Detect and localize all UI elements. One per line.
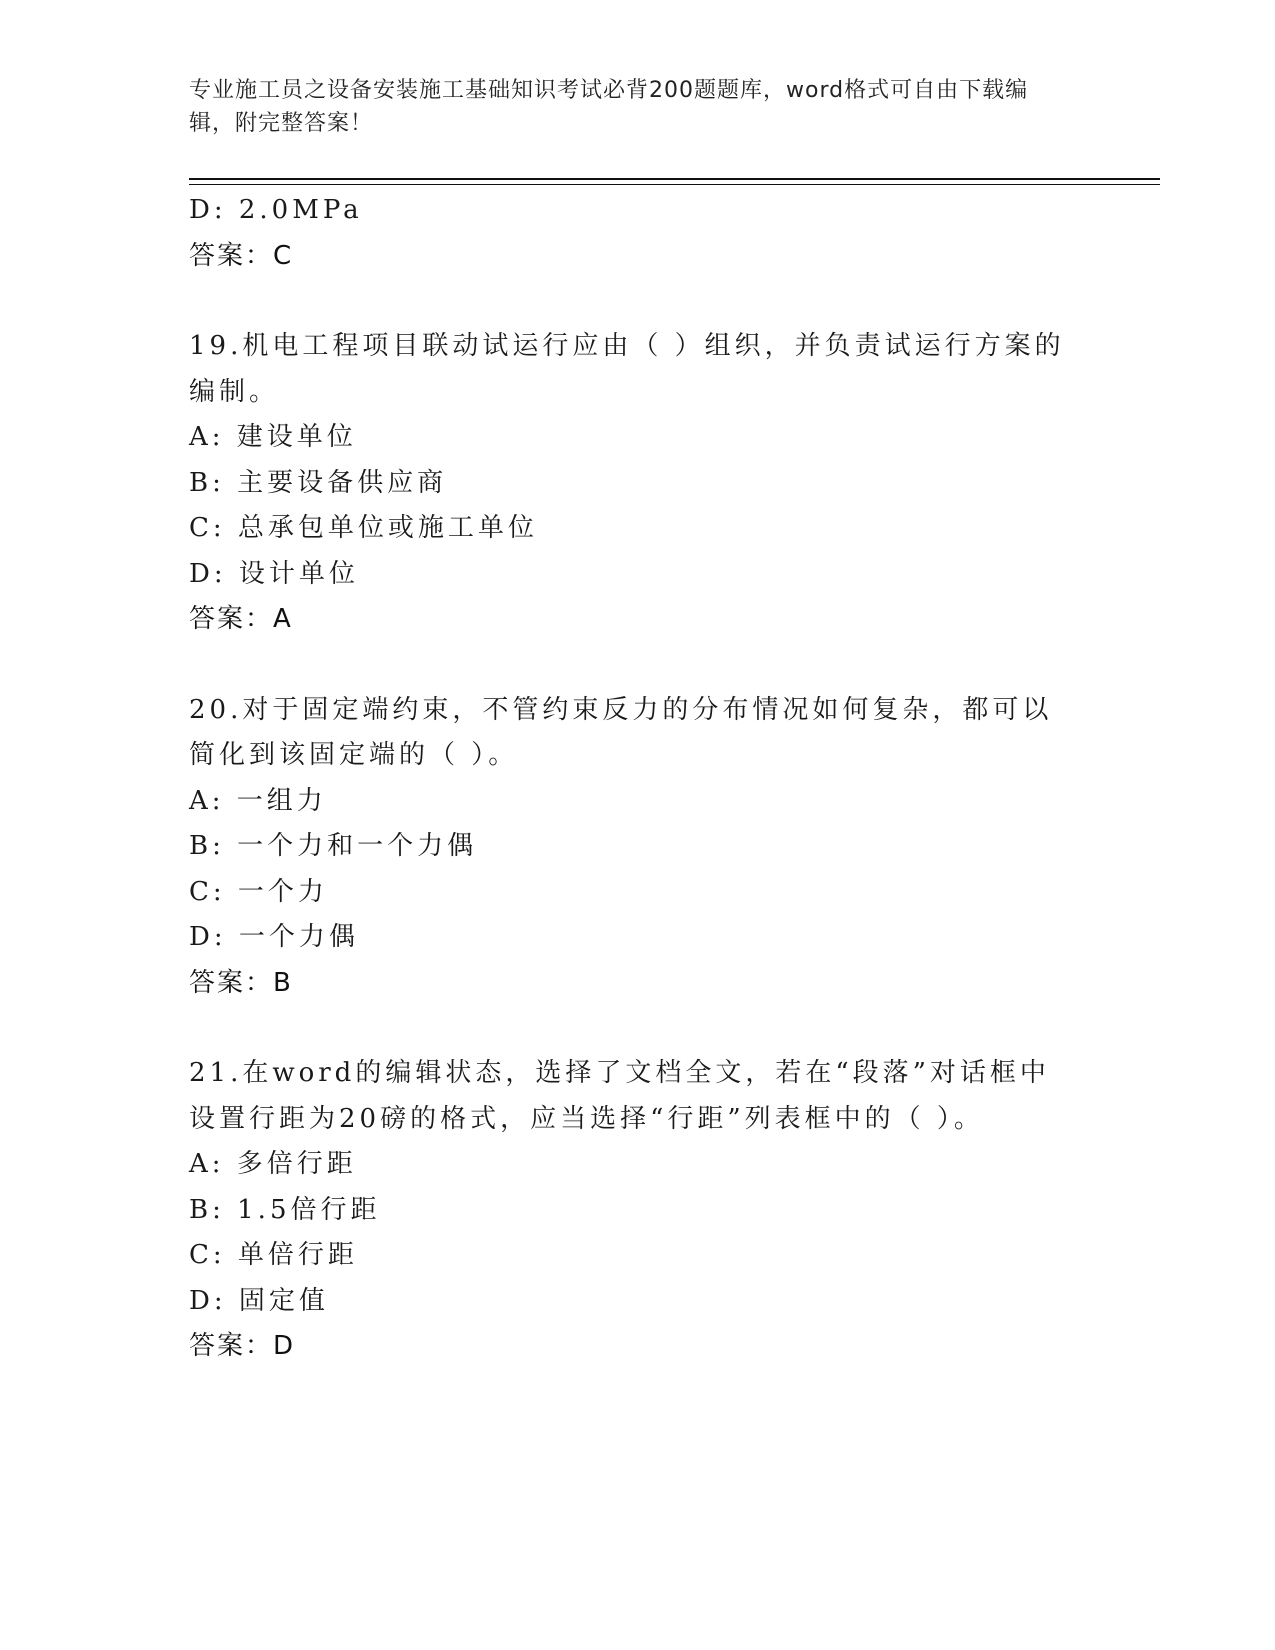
answer: 答案：A xyxy=(189,604,293,634)
question-19 xyxy=(189,324,1089,643)
option-a: A: 多倍行距 xyxy=(189,1149,357,1179)
answer: 答案：D xyxy=(189,1331,296,1361)
question-text: 19.机电工程项目联动试运行应由（ ）组织，并负责试运行方案的编制。 xyxy=(189,331,1065,407)
option-b: B: 一个力和一个力偶 xyxy=(189,831,478,861)
question-20 xyxy=(189,688,1089,1007)
option-d: D: 2.0MPa xyxy=(189,195,363,225)
answer: 答案：C xyxy=(189,240,294,271)
option-d: D: 一个力偶 xyxy=(189,922,359,952)
option-a: A: 建设单位 xyxy=(189,422,357,452)
option-c: C: 一个力 xyxy=(189,876,328,907)
option-a: A: 一组力 xyxy=(189,785,327,816)
option-c: C: 单倍行距 xyxy=(189,1240,358,1270)
answer: 答案：B xyxy=(189,967,293,998)
option-d: D: 设计单位 xyxy=(189,558,359,589)
question-text: 21.在word的编辑状态，选择了文档全文，若在“段落”对话框中设置行距为20磅的格式，应当选择“行距”列表框中的（ ）。 xyxy=(189,1058,1050,1134)
option-d: D: 固定值 xyxy=(189,1285,329,1316)
question-21 xyxy=(189,1051,1089,1370)
question-text: 20.对于固定端约束，不管约束反力的分布情况如何复杂，都可以简化到该固定端的（ ）。 xyxy=(189,694,1053,770)
document-body xyxy=(189,188,1089,1370)
header-divider-thin xyxy=(189,184,1160,185)
header-divider-thick xyxy=(189,178,1160,180)
option-b: B: 主要设备供应商 xyxy=(189,467,448,498)
document-header: 专业施工员之设备安装施工基础知识考试必背200题题库，word格式可自由下载编辑，附完整答案！ xyxy=(189,78,1029,136)
option-c: C: 总承包单位或施工单位 xyxy=(189,513,538,543)
option-b: B: 1.5倍行距 xyxy=(189,1194,381,1225)
